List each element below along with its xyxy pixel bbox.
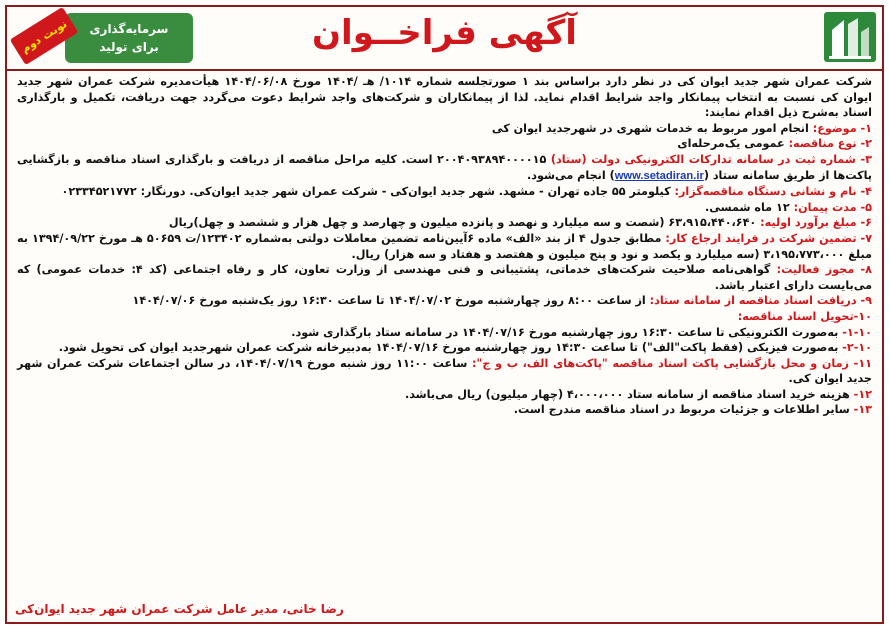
item-label: ۱-۱۰- bbox=[838, 325, 872, 339]
item-label: ۸- مجوز فعالیت: bbox=[776, 263, 872, 277]
item-11 bbox=[17, 356, 872, 387]
item-label: ۲-۱۰- bbox=[838, 341, 872, 355]
item-text: عمومی یک‌مرحله‌ای bbox=[677, 137, 789, 151]
second-round-ribbon: نوبت دوم bbox=[10, 7, 78, 65]
item-text: از ساعت ۸:۰۰ روز چهارشنبه مورخ ۱۴۰۴/۰۷/۰۲ تا ساعت ۱۶:۳۰ روز یک‌شنبه مورخ ۱۴۰۴/۰۷/۰۶ bbox=[132, 294, 650, 308]
item-5 bbox=[17, 200, 872, 216]
item-label: ۱۳- bbox=[849, 403, 872, 417]
item-10 bbox=[17, 309, 872, 325]
item-text: ساعت ۱۱:۰۰ روز شنبه مورخ ۱۴۰۴/۰۷/۱۹، در سالن اجتماعات شرکت عمران شهر جدید ایوان کی. bbox=[17, 356, 872, 386]
item-label: ۱۱- زمان و محل بازگشایی پاکت اسناد مناقصه "پاکت‌های الف، ب و ج": bbox=[472, 356, 872, 370]
setad-link[interactable]: www.setadiran.ir bbox=[614, 169, 704, 182]
item-10-2 bbox=[17, 340, 872, 356]
item-4 bbox=[17, 184, 872, 200]
item-label: ۲- نوع مناقصه: bbox=[788, 137, 872, 151]
item-text: انجام امور مربوط به خدمات شهری در شهرجدید ایوان کی bbox=[491, 121, 813, 135]
item-8 bbox=[17, 262, 872, 293]
item-label: ۷- تضمین شرکت در فرایند ارجاع کار: bbox=[665, 231, 873, 245]
item-9 bbox=[17, 293, 872, 309]
intro-paragraph: شرکت عمران شهر جدید ایوان کی در نظر دارد براساس بند ۱ صورتجلسه شماره ۱۰۱۴/ هـ /۱۴۰۴ مورخ ۱۴۰۴/۰۶/۰۸ هیأت‌مدیره شرکت عمران شهر جدید ایوان کی نسبت به انتخاب پیمانکار واجد شرایط اقدام نماید. لذا از پیمانکاران و شرکت‌های واجد شرایط دعوت می‌گردد جهت دریافت، تکمیل و بارگذاری اسناد به‌شرح ذیل اقدام نمایند: bbox=[17, 75, 873, 120]
item-7 bbox=[17, 231, 872, 262]
item-text: مطابق جدول ۴ از بند «الف» ماده ۶آیین‌نامه تضمین معاملات دولتی به‌شماره ۱۲۳۴۰۲/ت ۵۰۶۵۹ هـ مورخ ۱۳۹۴/۰۹/۲۲ به مبلغ ۳،۱۹۵،۷۷۳،۰۰۰ (سه میلیارد و یکصد و نود و پنج میلیون و هفتصد و هفتاد و سه هزار) ریال. bbox=[17, 231, 872, 261]
item-label: ۱- موضوع: bbox=[812, 121, 872, 135]
item-label: ۳- شماره ثبت در سامانه تدارکات الکترونیکی دولت (ستاد) bbox=[550, 152, 873, 166]
item-text: هزینه خرید اسناد مناقصه از سامانه ستاد ۴،۰۰۰،۰۰۰ (چهار میلیون) ریال می‌باشد. bbox=[404, 387, 850, 401]
item-label: ۱۲- bbox=[849, 387, 872, 401]
signature: رضا خانی، مدیر عامل شرکت عمران شهر جدید ایوان‌کی bbox=[15, 602, 344, 616]
slogan-line-1: سرمایه‌گذاری bbox=[89, 22, 169, 36]
item-text: ۲۰۰۴۰۹۳۸۹۴۰۰۰۰۱۵ است. کلیه مراحل مناقصه از دریافت و بارگذاری اسناد مناقصه و بازگشایی پاکت‌ها از طریق سامانه ستاد ( bbox=[17, 152, 872, 182]
item-label: ۵- مدت پیمان: bbox=[793, 200, 872, 214]
notice-body bbox=[7, 71, 882, 418]
item-text: گواهی‌نامه صلاحیت شرکت‌های خدماتی، پشتیبانی و فنی مهندسی از وزارت تعاون، کار و رفاه اجتماعی (کد ۴: خدمات عمومی) که می‌بایست دارای اعتبار باشد. bbox=[17, 263, 872, 292]
item-13 bbox=[17, 402, 872, 418]
tender-notice bbox=[5, 5, 884, 624]
item-text: ۶۳،۹۱۵،۴۴۰،۶۴۰ (شصت و سه میلیارد و نهصد و پانزده میلیون و چهارصد و چهل هزار و ششصد و چهل)ریال bbox=[168, 216, 761, 230]
item-6 bbox=[17, 215, 872, 231]
item-text: ۱۲ ماه شمسی. bbox=[705, 200, 794, 214]
item-text-after: ) انجام می‌شود. bbox=[527, 168, 615, 182]
item-label: ۱۰-تحویل اسناد مناقصه: bbox=[737, 309, 872, 323]
page-title: آگهی فراخــوان bbox=[312, 13, 577, 53]
item-label: ۶- مبلغ برآورد اولیه: bbox=[760, 216, 872, 230]
item-12 bbox=[17, 387, 872, 403]
item-label: ۴- نام و نشانی دستگاه مناقصه‌گزار: bbox=[674, 185, 872, 199]
slogan-badge bbox=[13, 13, 193, 63]
item-2 bbox=[17, 136, 872, 152]
item-1 bbox=[17, 121, 872, 137]
notice-header bbox=[7, 7, 882, 71]
item-text: کیلومتر ۵۵ جاده تهران - مشهد. شهر جدید ایوان‌کی - شرکت عمران شهر جدید ایوان‌کی. دورنگار: ۰۲۳۳۴۵۲۱۷۷۲ bbox=[61, 185, 675, 199]
item-3 bbox=[17, 152, 872, 184]
item-10-1 bbox=[17, 325, 872, 341]
slogan-box bbox=[65, 13, 193, 63]
item-label: ۹- دریافت اسناد مناقصه از سامانه ستاد: bbox=[649, 294, 872, 308]
slogan-line-2: برای تولید bbox=[99, 40, 159, 54]
item-text: سایر اطلاعات و جزئیات مربوط در اسناد مناقصه مندرج است. bbox=[513, 403, 850, 417]
item-text: به‌صورت الکترونیکی تا ساعت ۱۶:۳۰ روز چهارشنبه مورخ ۱۴۰۴/۰۷/۱۶ در سامانه ستاد بارگذاری شود. bbox=[291, 325, 839, 339]
item-text: به‌صورت فیزیکی (فقط پاکت"الف") تا ساعت ۱۴:۳۰ روز چهارشنبه مورخ ۱۴۰۴/۰۷/۱۶ به‌دبیرخانه شرکت عمران شهرجدید ایوان کی تحویل شود. bbox=[58, 341, 839, 355]
